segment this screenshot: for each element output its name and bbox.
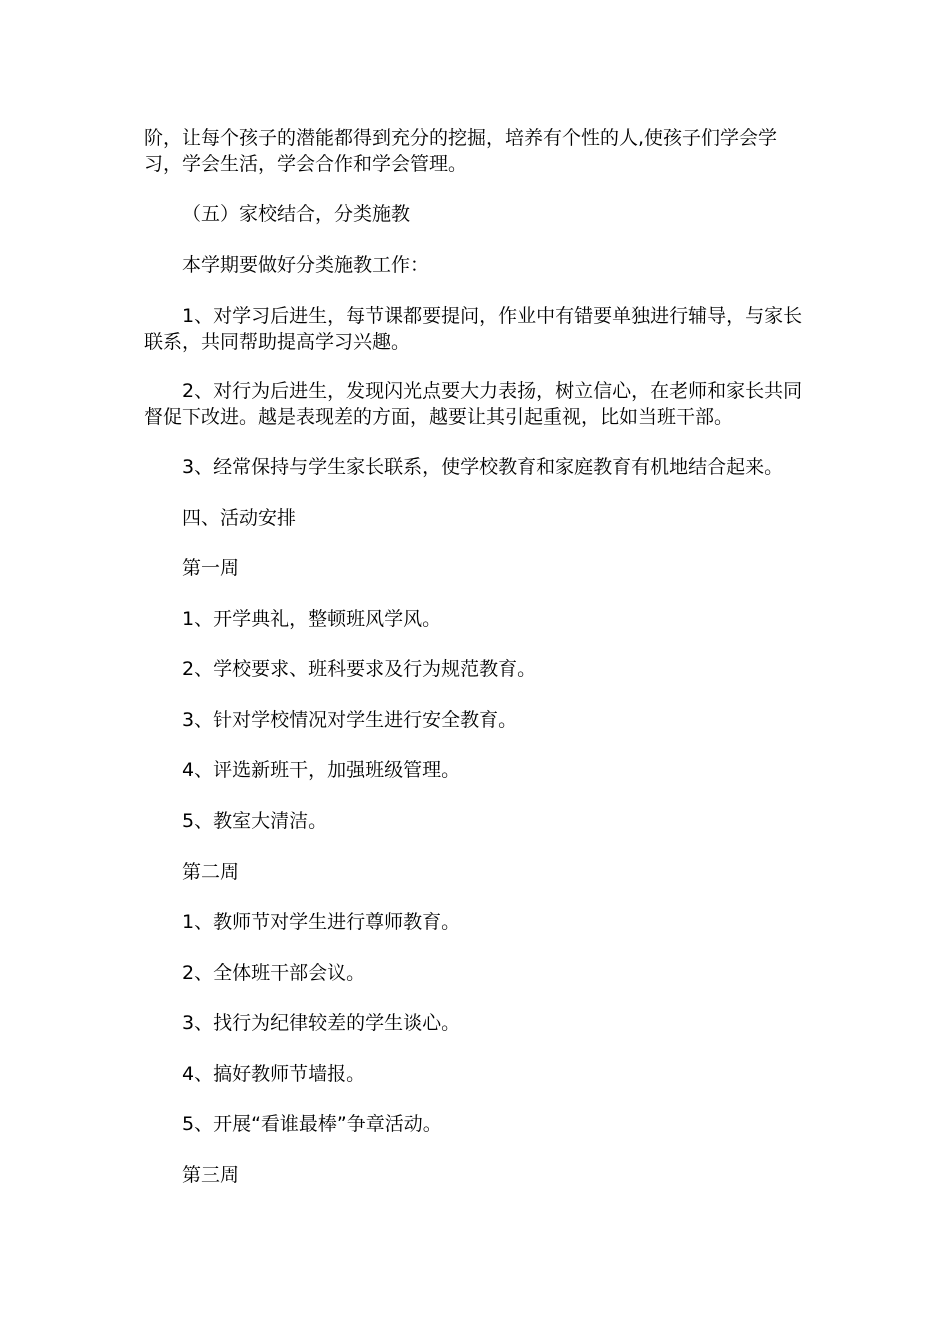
list-item [182,656,808,682]
list-item [182,808,808,834]
text-line: 1、开学典礼，整顿班风学风。 [182,608,442,630]
list-item [182,1061,808,1087]
text-line: 2、对行为后进生，发现闪光点要大力表扬，树立信心，在老师和家长共同 [182,380,803,402]
paragraph-item-2 [144,378,808,430]
paragraph-intro [182,252,808,278]
text-line: 阶，让每个孩子的潜能都得到充分的挖掘，培养有个性的人,使孩子们学会学 [144,127,778,149]
text-line: 联系，共同帮助提高学习兴趣。 [144,331,411,353]
text-line: 3、找行为纪律较差的学生谈心。 [182,1012,461,1034]
list-item [182,1111,808,1137]
list-item [182,960,808,986]
week-heading-2 [182,859,808,885]
list-item [182,606,808,632]
text-line: 3、经常保持与学生家长联系，使学校教育和家庭教育有机地结合起来。 [182,456,784,478]
text-line: 1、对学习后进生，每节课都要提问，作业中有错要单独进行辅导，与家长 [182,305,803,327]
week-heading-1 [182,555,808,581]
text-line: 本学期要做好分类施教工作： [182,254,430,276]
week-heading-3 [182,1162,808,1188]
text-line: （五）家校结合，分类施教 [182,203,411,225]
list-item [182,1010,808,1036]
list-item [182,757,808,783]
text-line: 习，学会生活，学会合作和学会管理。 [144,153,468,175]
text-line: 2、学校要求、班科要求及行为规范教育。 [182,658,537,680]
section-heading-activities [182,505,808,531]
text-line: 5、开展“看谁最棒”争章活动。 [182,1113,442,1135]
text-line: 第二周 [182,861,240,883]
text-line: 2、全体班干部会议。 [182,962,366,984]
section-heading-home-school [182,201,808,227]
text-line: 3、针对学校情况对学生进行安全教育。 [182,709,518,731]
text-line: 1、教师节对学生进行尊师教育。 [182,911,461,933]
text-line: 四、活动安排 [182,507,297,529]
paragraph-continuation [144,125,808,177]
text-line: 第一周 [182,557,240,579]
list-item [182,707,808,733]
text-line: 5、教室大清洁。 [182,810,328,832]
paragraph-item-1 [144,303,808,355]
text-line: 4、评选新班干，加强班级管理。 [182,759,461,781]
text-line: 第三周 [182,1164,240,1186]
text-line: 督促下改进。越是表现差的方面，越要让其引起重视，比如当班干部。 [144,406,734,428]
paragraph-item-3 [182,454,808,480]
list-item [182,909,808,935]
text-line: 4、搞好教师节墙报。 [182,1063,366,1085]
